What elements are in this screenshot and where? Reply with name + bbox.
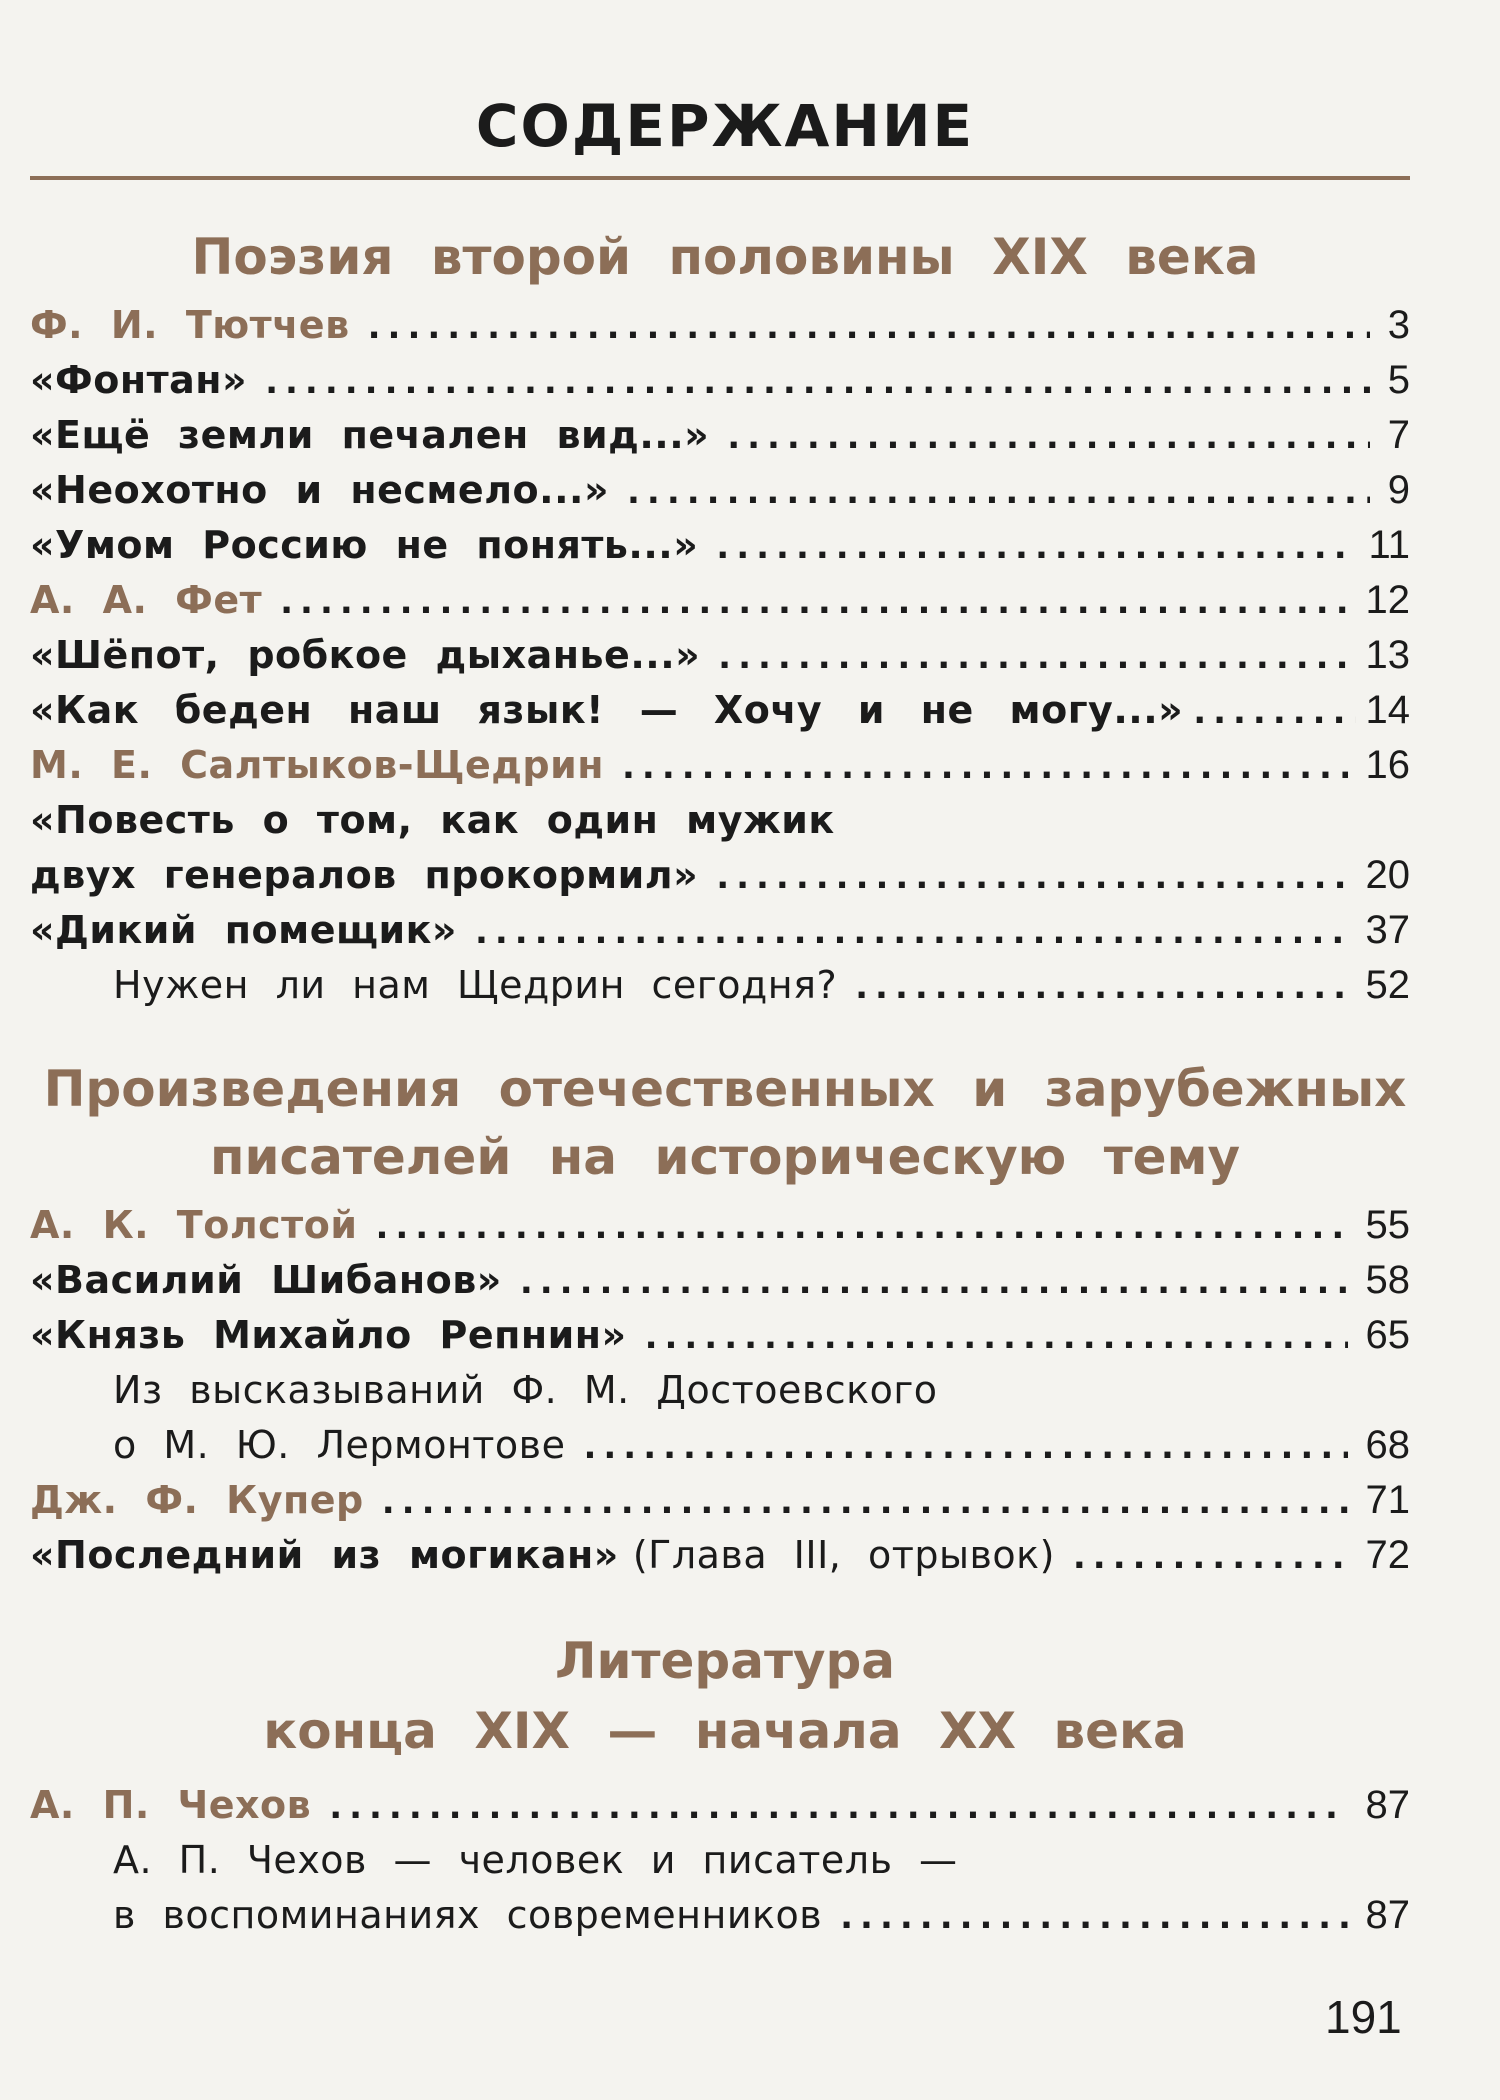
dot-leader [475, 912, 1348, 952]
dot-leader [375, 1207, 1347, 1247]
dot-leader [727, 417, 1370, 457]
entry-title: двух генералов прокормил» [30, 853, 699, 897]
page-number: 55 [1365, 1203, 1410, 1247]
page-number: 65 [1365, 1313, 1410, 1357]
entry-title [30, 1533, 1055, 1577]
toc-entry [30, 633, 1410, 688]
entry-title: А. К. Толстой [30, 1203, 358, 1247]
entry-title: Дж. Ф. Купер [30, 1478, 364, 1522]
dot-leader [1073, 1537, 1348, 1577]
page-title: СОДЕРЖАНИЕ [475, 92, 975, 160]
page-number: 7 [1387, 413, 1410, 457]
entry-title: «Как беден наш язык! — Хочу и не могу...» [30, 688, 1184, 732]
page-number: 5 [1387, 358, 1410, 402]
toc-entry [113, 1423, 1410, 1478]
entry-title: Нужен ли нам Щедрин сегодня? [113, 963, 838, 1007]
page-number: 72 [1365, 1533, 1410, 1577]
dot-leader [1193, 692, 1355, 732]
entry-title: в воспоминаниях современников [113, 1893, 823, 1937]
section-heading: конца XIX — начала XX века [263, 1702, 1187, 1760]
entry-title: «Неохотно и несмело...» [30, 468, 609, 512]
page-number: 58 [1365, 1258, 1410, 1302]
page-number: 87 [1365, 1783, 1410, 1827]
page-number: 52 [1365, 963, 1410, 1007]
dot-leader [382, 1482, 1348, 1522]
toc-entry [30, 688, 1410, 743]
entry-title: А. П. Чехов [30, 1783, 312, 1827]
entry-title: А. П. Чехов — человек и писатель — [113, 1838, 958, 1882]
entry-title: «Князь Михайло Репнин» [30, 1313, 627, 1357]
page-number: 71 [1365, 1478, 1410, 1522]
entry-title: «Фонтан» [30, 358, 248, 402]
dot-leader [329, 1787, 1347, 1827]
entry-title: «Умом Россию не понять...» [30, 523, 699, 567]
toc-entry [30, 1533, 1410, 1588]
toc-entry [30, 468, 1410, 523]
page-folio: 191 [1325, 1991, 1402, 2043]
entry-subtext: (Глава III, отрывок) [632, 1533, 1055, 1577]
page-number: 12 [1365, 578, 1410, 622]
toc-entry [30, 1313, 1410, 1368]
page-number: 14 [1365, 688, 1410, 732]
entry-title: «Шёпот, робкое дыханье...» [30, 633, 701, 677]
entry-title: «Ещё земли печален вид...» [30, 413, 710, 457]
toc-entry [30, 358, 1410, 413]
entry-title: А. А. Фет [30, 578, 263, 622]
page-number: 13 [1365, 633, 1410, 677]
toc-entry [113, 1368, 1410, 1423]
page-number: 87 [1365, 1893, 1410, 1937]
entry-title: Ф. И. Тютчев [30, 303, 350, 347]
toc-entry [113, 1838, 1410, 1893]
toc-entry [30, 1203, 1410, 1258]
toc-entry [30, 1478, 1410, 1533]
toc-entry [30, 853, 1410, 908]
entry-title: о М. Ю. Лермонтове [113, 1423, 566, 1467]
dot-leader [855, 967, 1347, 1007]
section-heading: Произведения отечественных и зарубежных [43, 1060, 1407, 1118]
dot-leader [622, 747, 1348, 787]
dot-leader [265, 362, 1370, 402]
page-number: 3 [1387, 303, 1410, 347]
title-rule [30, 176, 1410, 180]
dot-leader [520, 1262, 1348, 1302]
page-number: 37 [1365, 908, 1410, 952]
dot-leader [583, 1427, 1347, 1467]
page-number: 9 [1387, 468, 1410, 512]
entry-title: М. Е. Салтыков-Щедрин [30, 743, 604, 787]
entry-title: «Василий Шибанов» [30, 1258, 502, 1302]
dot-leader [368, 307, 1370, 347]
page-number: 16 [1365, 743, 1410, 787]
toc-entry [113, 1893, 1410, 1948]
toc-entry [30, 578, 1410, 633]
toc-entry [30, 908, 1410, 963]
entry-main: «Последний из могикан» [30, 1533, 619, 1577]
section-heading: писателей на историческую тему [209, 1128, 1241, 1186]
page-number: 68 [1365, 1423, 1410, 1467]
dot-leader [716, 527, 1350, 567]
section-heading: Поэзия второй половины XIX века [191, 228, 1259, 286]
toc-entry [30, 1783, 1410, 1838]
dot-leader [627, 472, 1370, 512]
toc-entry [30, 743, 1410, 798]
page-number: 11 [1368, 523, 1410, 567]
dot-leader [840, 1897, 1347, 1937]
toc-entry [30, 413, 1410, 468]
dot-leader [716, 857, 1347, 897]
toc-entry [30, 523, 1410, 578]
section-heading: Литература [554, 1632, 896, 1690]
entry-title: Из высказываний Ф. М. Достоевского [113, 1368, 938, 1412]
toc-entry [30, 798, 1410, 853]
entry-title: «Повесть о том, как один мужик [30, 798, 835, 842]
entry-title: «Дикий помещик» [30, 908, 457, 952]
dot-leader [280, 582, 1347, 622]
toc-entry [30, 303, 1410, 358]
dot-leader [645, 1317, 1348, 1357]
toc-entry [30, 1258, 1410, 1313]
page-number: 20 [1365, 853, 1410, 897]
toc-entry [113, 963, 1410, 1018]
dot-leader [718, 637, 1347, 677]
